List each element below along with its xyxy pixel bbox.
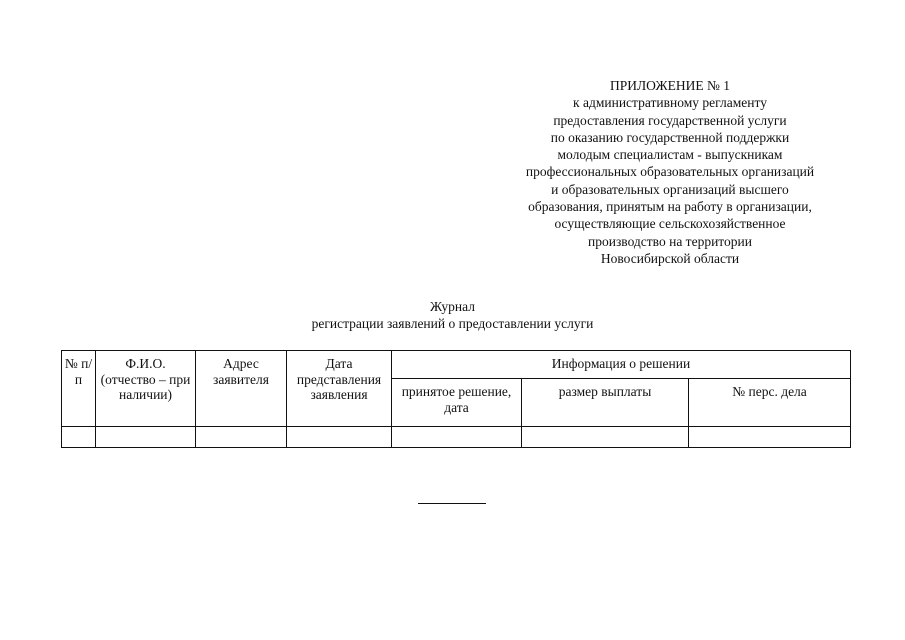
appendix-line: по оказанию государственной поддержки (550, 129, 790, 145)
appendix-line: молодым специалистам - выпускникам (557, 147, 783, 163)
table-cell (689, 427, 851, 448)
table-header-row (62, 351, 851, 379)
appendix-line: к административному регламенту (573, 95, 767, 111)
appendix-line: и образовательных организаций высшего (551, 181, 789, 197)
appendix-line: образования, принятым на работу в организации, (528, 199, 812, 215)
journal-subtitle: регистрации заявлений о предоставлении услуги (311, 316, 594, 331)
table-row (62, 427, 851, 448)
appendix-line: профессиональных образовательных организаций (525, 164, 815, 180)
table-cell (287, 427, 392, 448)
table-cell (392, 427, 522, 448)
journal-heading (240, 298, 665, 332)
appendix-line: ПРИЛОЖЕНИЕ № 1 (609, 78, 731, 93)
header-decision: принятое решение, дата (392, 379, 522, 427)
table-cell (196, 427, 287, 448)
appendix-line: предоставления государственной услуги (553, 112, 787, 128)
appendix-header (500, 77, 840, 267)
appendix-line: Новосибирской области (600, 250, 740, 266)
table-cell (522, 427, 689, 448)
footer-divider (418, 503, 486, 504)
header-fio: Ф.И.О. (отчество – при наличии) (96, 351, 196, 427)
appendix-line: осуществляющие сельскохозяйственное (554, 216, 786, 232)
header-payment: размер выплаты (522, 379, 689, 427)
appendix-line: производство на территории (588, 233, 752, 249)
header-case-number: № перс. дела (689, 379, 851, 427)
header-decision-info: Информация о решении (392, 351, 851, 379)
journal-title: Журнал (429, 299, 475, 314)
header-date: Дата представления заявления (287, 351, 392, 427)
header-number: № п/п (62, 351, 96, 427)
table-cell (62, 427, 96, 448)
table-cell (96, 427, 196, 448)
header-address: Адрес заявителя (196, 351, 287, 427)
registration-table (61, 350, 851, 448)
